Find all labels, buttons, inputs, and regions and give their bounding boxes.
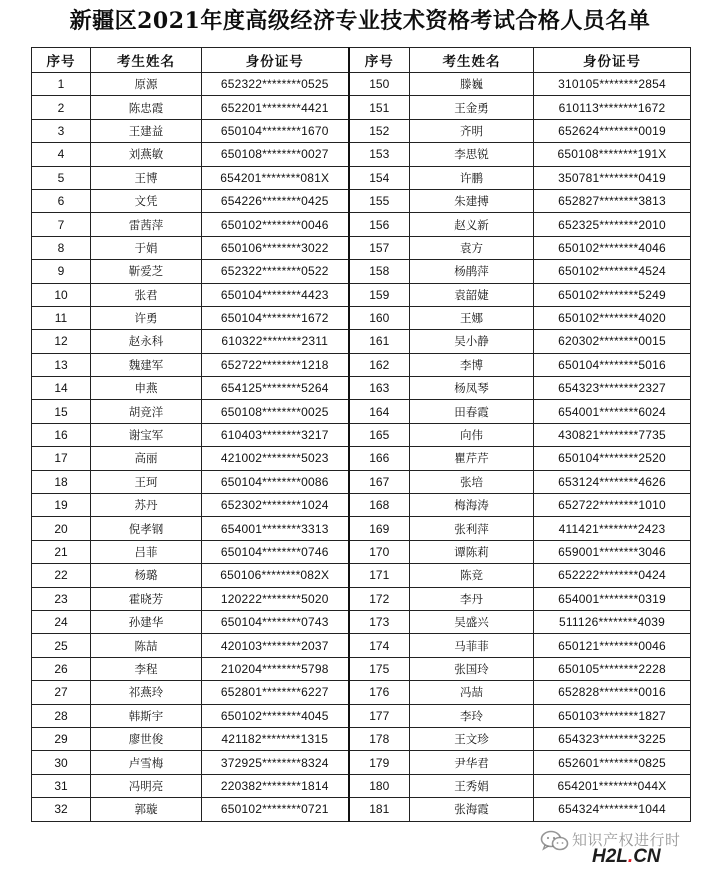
name-cell: 张国玲 (410, 657, 534, 680)
name-cell: 胡竞洋 (91, 400, 202, 423)
watermark-text: 知识产权进行时 (572, 831, 681, 849)
id-cell: 421002********5023 (202, 447, 349, 470)
name-cell: 陈喆 (91, 634, 202, 657)
name-cell: 杨凤琴 (410, 377, 534, 400)
name-cell: 田春霞 (410, 400, 534, 423)
seq-cell: 23 (32, 587, 91, 610)
table-body (32, 73, 691, 822)
seq-cell: 175 (349, 657, 410, 680)
name-cell: 谢宝军 (91, 423, 202, 446)
watermark (536, 826, 720, 871)
id-cell: 652322********0522 (202, 260, 349, 283)
seq-cell: 151 (349, 96, 410, 119)
seq-cell: 162 (349, 353, 410, 376)
qualified-list-table (31, 47, 691, 822)
seq-cell: 173 (349, 610, 410, 633)
id-cell: 650108********0025 (202, 400, 349, 423)
seq-cell: 14 (32, 377, 91, 400)
seq-cell: 172 (349, 587, 410, 610)
seq-cell: 8 (32, 236, 91, 259)
seq-cell: 1 (32, 73, 91, 96)
seq-cell: 154 (349, 166, 410, 189)
id-cell: 650106********082X (202, 564, 349, 587)
table-row (32, 681, 691, 704)
name-cell: 廖世俊 (91, 727, 202, 750)
seq-cell: 174 (349, 634, 410, 657)
seq-cell: 21 (32, 540, 91, 563)
name-cell: 文凭 (91, 189, 202, 212)
seq-cell: 158 (349, 260, 410, 283)
seq-cell: 155 (349, 189, 410, 212)
table-row (32, 727, 691, 750)
id-cell: 654001********0319 (534, 587, 691, 610)
id-cell: 650102********5249 (534, 283, 691, 306)
seq-cell: 159 (349, 283, 410, 306)
name-cell: 陈竞 (410, 564, 534, 587)
id-cell: 654323********2327 (534, 377, 691, 400)
id-cell: 652302********1024 (202, 494, 349, 517)
table-header-row (32, 48, 691, 73)
seq-cell: 152 (349, 119, 410, 142)
id-cell: 654201********081X (202, 166, 349, 189)
seq-cell: 29 (32, 727, 91, 750)
id-cell: 420103********2037 (202, 634, 349, 657)
seq-cell: 179 (349, 751, 410, 774)
table-row (32, 166, 691, 189)
id-cell: 310105********2854 (534, 73, 691, 96)
header-seq-left: 序号 (32, 48, 91, 73)
table-row (32, 540, 691, 563)
name-cell: 杨鹃萍 (410, 260, 534, 283)
id-cell: 652601********0825 (534, 751, 691, 774)
name-cell: 李博 (410, 353, 534, 376)
name-cell: 冯喆 (410, 681, 534, 704)
name-cell: 王秀娟 (410, 774, 534, 797)
seq-cell: 26 (32, 657, 91, 680)
name-cell: 申燕 (91, 377, 202, 400)
id-cell: 650104********0743 (202, 610, 349, 633)
seq-cell: 6 (32, 189, 91, 212)
seq-cell: 11 (32, 306, 91, 329)
name-cell: 袁韶婕 (410, 283, 534, 306)
table-row (32, 306, 691, 329)
seq-cell: 31 (32, 774, 91, 797)
name-cell: 魏建军 (91, 353, 202, 376)
name-cell: 向伟 (410, 423, 534, 446)
seq-cell: 156 (349, 213, 410, 236)
name-cell: 吴盛兴 (410, 610, 534, 633)
id-cell: 654125********5264 (202, 377, 349, 400)
seq-cell: 25 (32, 634, 91, 657)
table-row (32, 236, 691, 259)
name-cell: 靳爱芝 (91, 260, 202, 283)
seq-cell: 166 (349, 447, 410, 470)
id-cell: 659001********3046 (534, 540, 691, 563)
table-row (32, 96, 691, 119)
id-cell: 654201********044X (534, 774, 691, 797)
seq-cell: 177 (349, 704, 410, 727)
seq-cell: 181 (349, 798, 410, 821)
id-cell: 652722********1010 (534, 494, 691, 517)
table-row (32, 73, 691, 96)
id-cell: 652325********2010 (534, 213, 691, 236)
name-cell: 冯明亮 (91, 774, 202, 797)
name-cell: 卢雪梅 (91, 751, 202, 774)
table-row (32, 517, 691, 540)
name-cell: 孙建华 (91, 610, 202, 633)
id-cell: 654324********1044 (534, 798, 691, 821)
name-cell: 马菲菲 (410, 634, 534, 657)
table-row (32, 400, 691, 423)
table-row (32, 423, 691, 446)
table-header (32, 48, 691, 73)
table-row (32, 564, 691, 587)
id-cell: 421182********1315 (202, 727, 349, 750)
name-cell: 吕菲 (91, 540, 202, 563)
id-cell: 372925********8324 (202, 751, 349, 774)
seq-cell: 15 (32, 400, 91, 423)
seq-cell: 20 (32, 517, 91, 540)
id-cell: 120222********5020 (202, 587, 349, 610)
seq-cell: 171 (349, 564, 410, 587)
id-cell: 650103********1827 (534, 704, 691, 727)
id-cell: 210204********5798 (202, 657, 349, 680)
site-logo (592, 846, 661, 868)
seq-cell: 176 (349, 681, 410, 704)
seq-cell: 150 (349, 73, 410, 96)
site-logo-suffix: CN (633, 846, 661, 867)
seq-cell: 19 (32, 494, 91, 517)
table-row (32, 657, 691, 680)
table-row (32, 798, 691, 821)
seq-cell: 180 (349, 774, 410, 797)
page-title: 新疆区2021年度高级经济专业技术资格考试合格人员名单 (69, 8, 651, 34)
id-cell: 652201********4421 (202, 96, 349, 119)
seq-cell: 165 (349, 423, 410, 446)
table-row (32, 213, 691, 236)
table-row (32, 587, 691, 610)
seq-cell: 5 (32, 166, 91, 189)
name-cell: 李玲 (410, 704, 534, 727)
id-cell: 650102********4524 (534, 260, 691, 283)
id-cell: 350781********0419 (534, 166, 691, 189)
name-cell: 李思锐 (410, 143, 534, 166)
table-row (32, 470, 691, 493)
name-cell: 李丹 (410, 587, 534, 610)
name-cell: 王博 (91, 166, 202, 189)
name-cell: 苏丹 (91, 494, 202, 517)
name-cell: 张培 (410, 470, 534, 493)
name-cell: 王珂 (91, 470, 202, 493)
seq-cell: 30 (32, 751, 91, 774)
seq-cell: 169 (349, 517, 410, 540)
table-row (32, 447, 691, 470)
name-cell: 袁方 (410, 236, 534, 259)
id-cell: 610113********1672 (534, 96, 691, 119)
name-cell: 祁燕玲 (91, 681, 202, 704)
seq-cell: 17 (32, 447, 91, 470)
table-row (32, 774, 691, 797)
id-cell: 220382********1814 (202, 774, 349, 797)
site-logo-main: H2L (592, 846, 628, 867)
seq-cell: 163 (349, 377, 410, 400)
id-cell: 653124********4626 (534, 470, 691, 493)
name-cell: 杨璐 (91, 564, 202, 587)
id-cell: 652222********0424 (534, 564, 691, 587)
name-cell: 李程 (91, 657, 202, 680)
seq-cell: 167 (349, 470, 410, 493)
id-cell: 650108********0027 (202, 143, 349, 166)
name-cell: 许鹏 (410, 166, 534, 189)
seq-cell: 160 (349, 306, 410, 329)
name-cell: 吴小静 (410, 330, 534, 353)
name-cell: 原源 (91, 73, 202, 96)
table-row (32, 119, 691, 142)
seq-cell: 13 (32, 353, 91, 376)
table-row (32, 330, 691, 353)
id-cell: 652322********0525 (202, 73, 349, 96)
id-cell: 654323********3225 (534, 727, 691, 750)
id-cell: 650102********0721 (202, 798, 349, 821)
id-cell: 650104********5016 (534, 353, 691, 376)
seq-cell: 16 (32, 423, 91, 446)
seq-cell: 27 (32, 681, 91, 704)
name-cell: 赵永科 (91, 330, 202, 353)
name-cell: 于娟 (91, 236, 202, 259)
seq-cell: 2 (32, 96, 91, 119)
name-cell: 滕巍 (410, 73, 534, 96)
table-row (32, 143, 691, 166)
name-cell: 齐明 (410, 119, 534, 142)
header-name-left: 考生姓名 (91, 48, 202, 73)
name-cell: 陈忠霞 (91, 96, 202, 119)
id-cell: 650104********0746 (202, 540, 349, 563)
seq-cell: 28 (32, 704, 91, 727)
seq-cell: 153 (349, 143, 410, 166)
seq-cell: 157 (349, 236, 410, 259)
name-cell: 许勇 (91, 306, 202, 329)
header-id-right: 身份证号 (534, 48, 691, 73)
name-cell: 谭陈莉 (410, 540, 534, 563)
id-cell: 652828********0016 (534, 681, 691, 704)
table-row (32, 494, 691, 517)
id-cell: 650102********4046 (534, 236, 691, 259)
name-cell: 张君 (91, 283, 202, 306)
seq-cell: 7 (32, 213, 91, 236)
name-cell: 朱建搏 (410, 189, 534, 212)
name-cell: 霍晓芳 (91, 587, 202, 610)
seq-cell: 178 (349, 727, 410, 750)
seq-cell: 161 (349, 330, 410, 353)
name-cell: 高丽 (91, 447, 202, 470)
name-cell: 倪孝钢 (91, 517, 202, 540)
seq-cell: 12 (32, 330, 91, 353)
id-cell: 650104********1672 (202, 306, 349, 329)
name-cell: 雷茜萍 (91, 213, 202, 236)
name-cell: 瞿芹芹 (410, 447, 534, 470)
id-cell: 650104********0086 (202, 470, 349, 493)
seq-cell: 10 (32, 283, 91, 306)
table-row (32, 634, 691, 657)
seq-cell: 170 (349, 540, 410, 563)
table-row (32, 353, 691, 376)
id-cell: 411421********2423 (534, 517, 691, 540)
id-cell: 650102********0046 (202, 213, 349, 236)
id-cell: 652827********3813 (534, 189, 691, 212)
seq-cell: 24 (32, 610, 91, 633)
id-cell: 650121********0046 (534, 634, 691, 657)
seq-cell: 168 (349, 494, 410, 517)
table-row (32, 704, 691, 727)
id-cell: 650106********3022 (202, 236, 349, 259)
table-row (32, 189, 691, 212)
name-cell: 韩斯宇 (91, 704, 202, 727)
table-row (32, 283, 691, 306)
seq-cell: 9 (32, 260, 91, 283)
seq-cell: 164 (349, 400, 410, 423)
name-cell: 王娜 (410, 306, 534, 329)
id-cell: 430821********7735 (534, 423, 691, 446)
header-id-left: 身份证号 (202, 48, 349, 73)
id-cell: 620302********0015 (534, 330, 691, 353)
seq-cell: 22 (32, 564, 91, 587)
id-cell: 650104********4423 (202, 283, 349, 306)
id-cell: 610403********3217 (202, 423, 349, 446)
site-logo-dot: . (627, 846, 634, 867)
id-cell: 652801********6227 (202, 681, 349, 704)
id-cell: 650104********1670 (202, 119, 349, 142)
table-row (32, 260, 691, 283)
name-cell: 刘燕敏 (91, 143, 202, 166)
id-cell: 650104********2520 (534, 447, 691, 470)
wechat-icon (540, 830, 570, 852)
header-name-right: 考生姓名 (410, 48, 534, 73)
id-cell: 511126********4039 (534, 610, 691, 633)
id-cell: 654001********3313 (202, 517, 349, 540)
name-cell: 张海霞 (410, 798, 534, 821)
name-cell: 王建益 (91, 119, 202, 142)
id-cell: 652722********1218 (202, 353, 349, 376)
id-cell: 650102********4020 (534, 306, 691, 329)
name-cell: 梅海涛 (410, 494, 534, 517)
name-cell: 王文珍 (410, 727, 534, 750)
id-cell: 650105********2228 (534, 657, 691, 680)
id-cell: 654226********0425 (202, 189, 349, 212)
seq-cell: 32 (32, 798, 91, 821)
table-row (32, 610, 691, 633)
seq-cell: 4 (32, 143, 91, 166)
name-cell: 郭璇 (91, 798, 202, 821)
id-cell: 610322********2311 (202, 330, 349, 353)
table-row (32, 751, 691, 774)
name-cell: 赵义新 (410, 213, 534, 236)
seq-cell: 18 (32, 470, 91, 493)
name-cell: 尹华君 (410, 751, 534, 774)
name-cell: 王金勇 (410, 96, 534, 119)
seq-cell: 3 (32, 119, 91, 142)
id-cell: 652624********0019 (534, 119, 691, 142)
table-row (32, 377, 691, 400)
name-cell: 张利萍 (410, 517, 534, 540)
id-cell: 650102********4045 (202, 704, 349, 727)
id-cell: 654001********6024 (534, 400, 691, 423)
header-seq-right: 序号 (349, 48, 410, 73)
id-cell: 650108********191X (534, 143, 691, 166)
